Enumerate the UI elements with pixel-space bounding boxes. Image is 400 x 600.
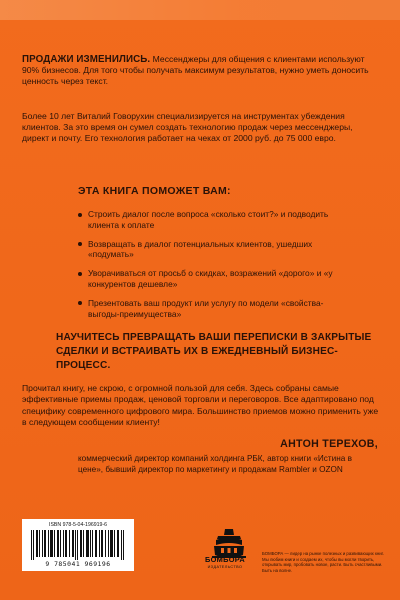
barcode-number: 9 785041 969196 xyxy=(45,560,111,568)
intro-text: Мессенджеры для общения с клиентами используют 90% бизнесов. Для того чтобы получать максимум результатов, нужно уметь доносить ценность через текст. xyxy=(22,54,369,87)
list-item: Строить диалог после вопроса «сколько стоит?» и подводить клиента к оплате xyxy=(78,209,338,231)
intro-lead: ПРОДАЖИ ИЗМЕНИЛИСЬ. xyxy=(22,54,151,65)
barcode-icon xyxy=(29,530,127,560)
publisher-name: БОМБОРА xyxy=(205,555,245,564)
benefits-list xyxy=(78,209,338,327)
intro-paragraph xyxy=(22,54,378,88)
publisher-subtitle: ИЗДАТЕЛЬСТВО xyxy=(207,565,243,569)
list-item: Возвращать в диалог потенциальных клиентов, ушедших «подумать» xyxy=(78,239,338,261)
list-item: Презентовать ваш продукт или услугу по модели «свойства-выгоды-преимущества» xyxy=(78,298,338,320)
review-quote: Прочитал книгу, не скрою, с огромной пользой для себя. Здесь собраны самые эффективные приемы продаж, ценовой торговли и переговоров. Все адаптировано под специфику современного цифрового мира. Большинство приемов можно применить уже в следующем сообщении клиенту! xyxy=(22,383,379,428)
benefits-heading: ЭТА КНИГА ПОМОЖЕТ ВАМ: xyxy=(78,185,231,197)
author-bio-paragraph: Более 10 лет Виталий Говорухин специализируется на инструментах убеждения клиентов. За это время он сумел создать технологию продаж через мессенджеры, директ и почту. Его технология работает на чеках от 2000 руб. до 75 000 евро. xyxy=(22,111,353,144)
list-item: Уворачиваться от просьб о скидках, возражений «дорого» и «у конкурентов дешевле» xyxy=(78,268,338,290)
publisher-slogan: БОМБОРА — лидер на рынке полезных и развивающих книг. Мы любим книги и создаем их, чтобы вы могли творить, открывать мир, пробовать новое, расти. Быть счастливыми. Быть на волне. xyxy=(262,551,384,573)
reviewer-description: коммерческий директор компаний холдинга РБК, автор книги «Истина в цене», бывший директор по маркетингу и продажам Rambler и OZON xyxy=(78,454,352,474)
call-to-action: НАУЧИТЕСЬ ПРЕВРАЩАТЬ ВАШИ ПЕРЕПИСКИ В ЗАКРЫТЫЕ СДЕЛКИ И ВСТРАИВАТЬ ИХ В ЕЖЕДНЕВНЫЙ БИЗНЕС-ПРОЦЕСС. xyxy=(56,332,372,371)
reviewer-name: АНТОН ТЕРЕХОВ, xyxy=(280,438,378,450)
barcode-block xyxy=(22,519,134,571)
top-light-strip xyxy=(0,0,400,20)
isbn-label: ISBN 978-5-04-196919-6 xyxy=(49,522,107,528)
